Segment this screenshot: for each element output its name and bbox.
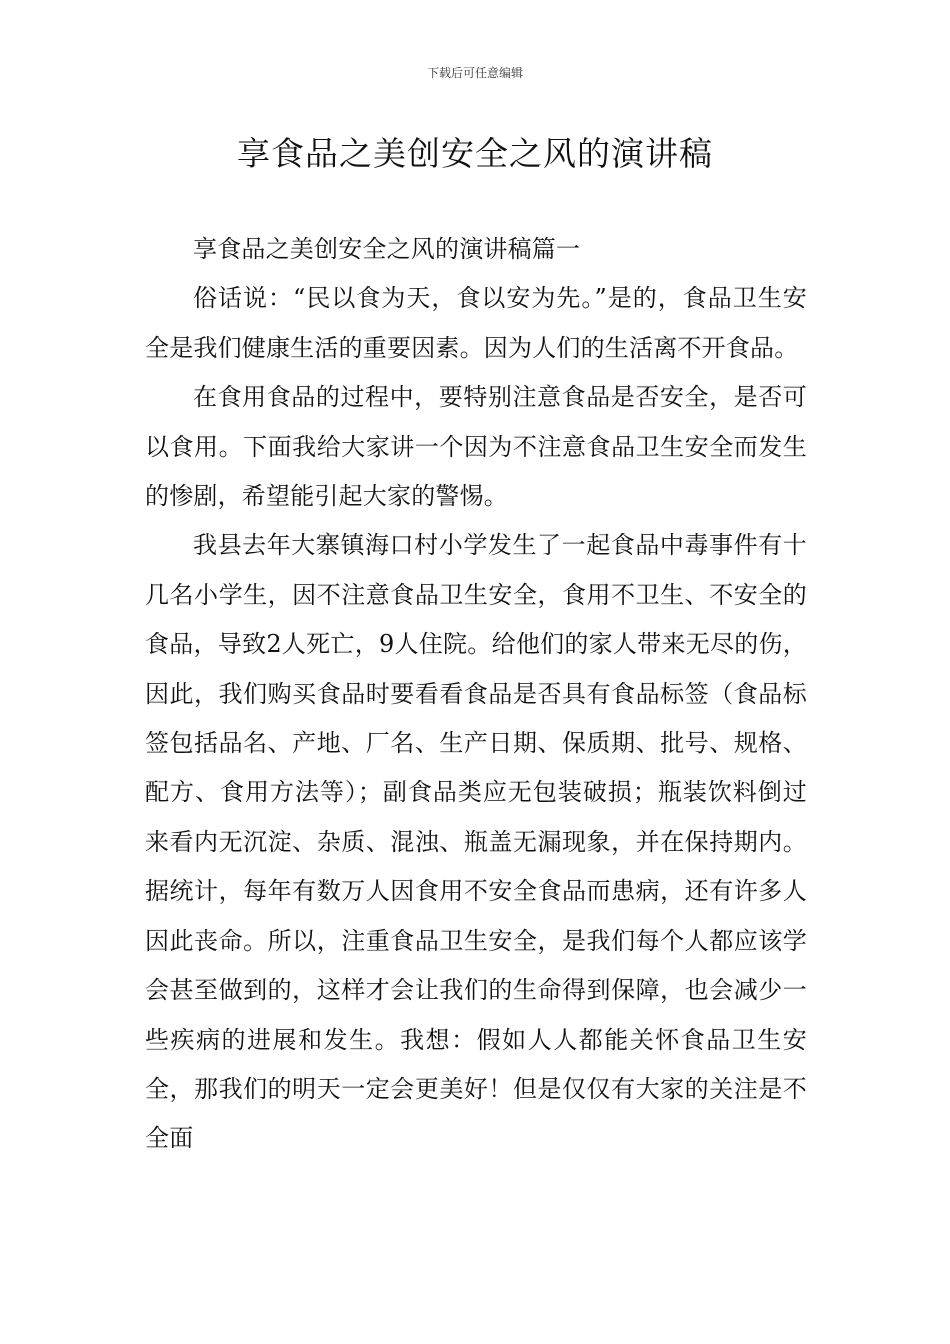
header-note: 下载后可任意编辑 [426, 66, 523, 80]
paragraph: 我县去年大寨镇海口村小学发生了一起食品中毒事件有十几名小学生，因不注意食品卫生安全，食用不卫生、不安全的食品，导致2人死亡，9人住院。给他们的家人带来无尽的伤，因此，我们购买食品时要看看食品是否具有食品标签（食品标签包括品名、产地、厂名、生产日期、保质期、批号、规格、配方、食用方法等）；副食品类应无包装破损；瓶装饮料倒过来看内无沉淀、杂质、混浊、瓶盖无漏现象，并在保持期内。据统计，每年有数万人因食用不安全食品而患病，还有许多人因此丧命。所以，注重食品卫生安全，是我们每个人都应该学会甚至做到的，这样才会让我们的生命得到保障，也会减少一些疾病的进展和发生。我想：假如人人都能关怀食品卫生安全，那我们的明天一定会更美好！但是仅仅有大家的关注是不全面 [145, 531, 807, 1153]
paragraph: 俗话说：“民以食为天，食以安为先。”是的，食品卫生安全是我们健康生活的重要因素。因为人们的生活离不开食品。 [145, 284, 807, 362]
paragraph: 在食用食品的过程中，要特别注意食品是否安全，是否可以食用。下面我给大家讲一个因为不注意食品卫生安全而发生的惨剧，希望能引起大家的警惕。 [145, 383, 807, 511]
document-title: 享食品之美创安全之风的演讲稿 [237, 134, 713, 173]
section-heading: 享食品之美创安全之风的演讲稿篇一 [193, 235, 581, 263]
document-body [145, 225, 807, 1164]
